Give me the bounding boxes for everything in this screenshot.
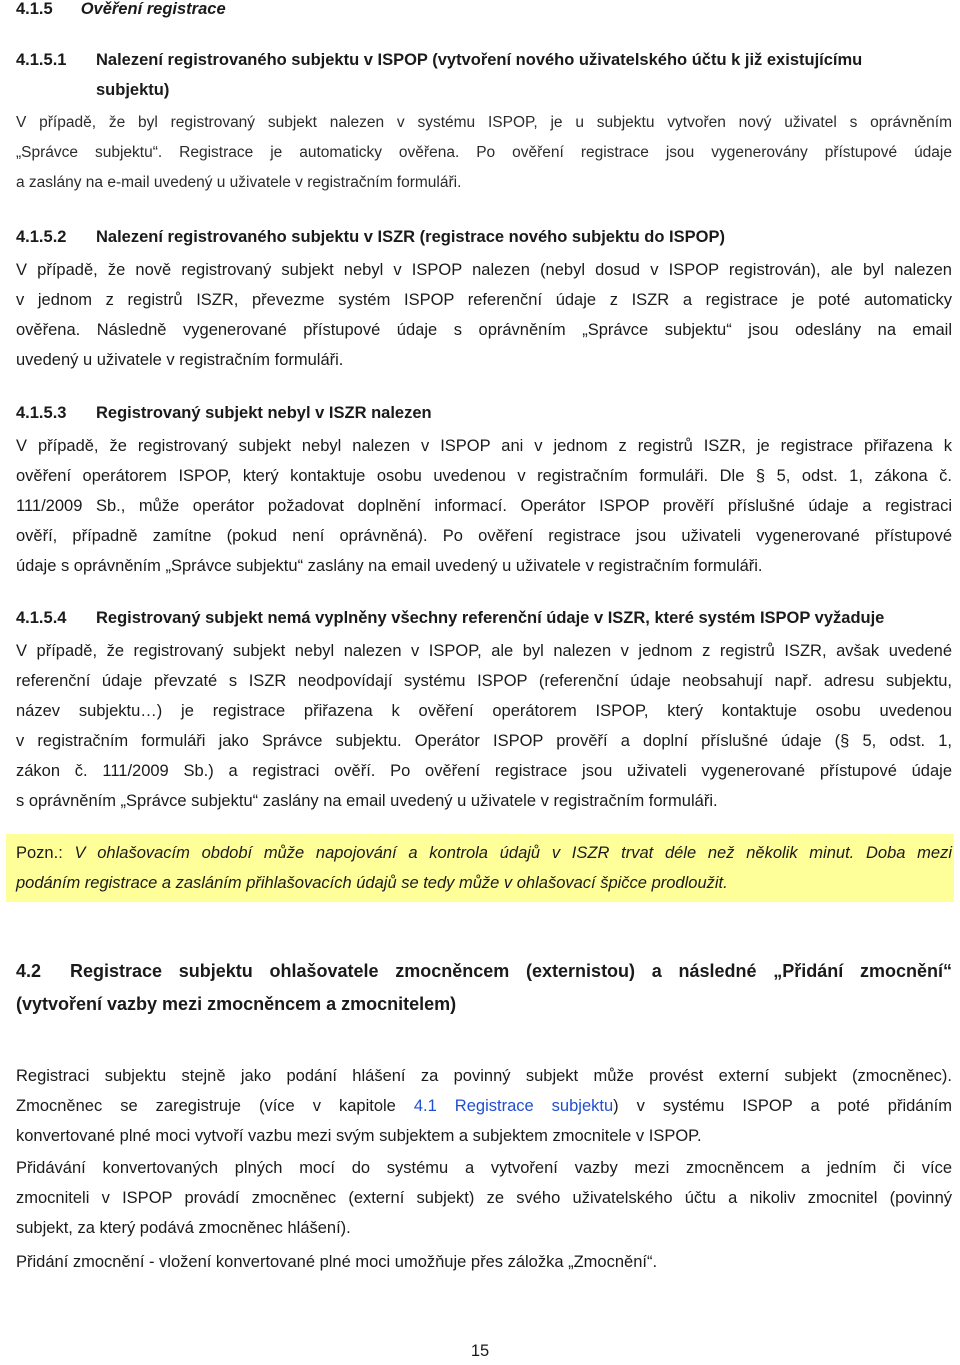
paragraph-line: údaje s oprávněním „Správce subjektu“ zaslány na email uvedený u uživatele v registračním formuláři. <box>16 557 763 575</box>
paragraph-line: subjekt, za který podává zmocněnec hlášení). <box>16 1219 351 1237</box>
paragraph-2 <box>16 1153 952 1243</box>
subsection-number: 4.1.5.4 <box>16 609 67 627</box>
paragraph-line: V případě, že registrovaný subjekt nebyl nalezen v ISPOP ani v jednom z registrů ISZR, je registrace přiřazena k <box>16 437 952 455</box>
subsection-heading <box>16 398 952 428</box>
section-heading-4-2 <box>16 955 952 1021</box>
paragraph-line: ověří, případně zamítne (pokud není oprávněná). Po ověření registrace jsou uživateli vygenerované přístupové <box>16 527 952 545</box>
subsection-4-1-5-4 <box>16 603 952 816</box>
subsection-4-1-5-1 <box>16 45 952 198</box>
paragraph-line: s oprávněním „Správce subjektu“ zaslány na email uvedený u uživatele v registračním formuláři. <box>16 792 718 810</box>
note-text: V ohlašovacím období může napojování a kontrola údajů v ISZR trvat déle než několik minut. Doba mezi <box>74 844 952 862</box>
section-title-line2: (vytvoření vazby mezi zmocněncem a zmocnitelem) <box>16 994 457 1014</box>
subsection-number: 4.1.5.1 <box>16 51 67 69</box>
subsection-heading <box>16 222 952 252</box>
paragraph-line: a zaslány na e-mail uvedený u uživatele v registračním formuláři. <box>16 174 462 191</box>
paragraph-line: V případě, že registrovaný subjekt nebyl nalezen v ISPOP, ale byl nalezen v jednom z registrů ISZR, avšak uvedené <box>16 642 952 660</box>
paragraph-line: Přidání zmocnění - vložení konvertované plné moci umožňuje přes záložka „Zmocnění“. <box>16 1253 658 1271</box>
paragraph-line: název subjektu…) je registrace přiřazena k ověření operátorem ISPOP, který kontaktuje osobu uvedenou <box>16 702 952 720</box>
section-heading-line1 <box>16 955 952 988</box>
paragraph-line: V případě, že byl registrovaný subjekt nalezen v systému ISPOP, je u subjektu vytvořen nový uživatel s oprávněním <box>16 114 952 131</box>
paragraph-line: Registraci subjektu stejně jako podání hlášení za povinný subjekt může provést externí subjekt (zmocněnec). <box>16 1067 952 1085</box>
subsection-number: 4.1.5.3 <box>16 404 67 422</box>
subsection-4-1-5-3 <box>16 398 952 581</box>
paragraph-line: zmocniteli v ISPOP provádí zmocněnec (externí subjekt) ze svého uživatelského účtu a nikoliv zmocnitel (povinný <box>16 1189 952 1207</box>
text-before-link: Zmocněnec se zaregistruje (více v kapitole <box>16 1097 414 1115</box>
paragraph-line: V případě, že nově registrovaný subjekt nebyl v ISPOP nalezen (nebyl dosud v ISPOP registrován), ale byl nalezen <box>16 261 952 279</box>
paragraph-line: zákon č. 111/2009 Sb.) a registraci ověří. Po ověření registrace jsou uživateli vygenerované přístupové údaje <box>16 762 952 780</box>
paragraph-line: v jednom z registrů ISZR, převezme systém ISPOP referenční údaje z ISZR a registrace je poté automaticky <box>16 291 952 309</box>
section-title-line1: Registrace subjektu ohlašovatele zmocněncem (externistou) a následné „Přidání zmocnění“ <box>70 961 952 981</box>
paragraph-line: 111/2009 Sb., může operátor požadovat doplnění informací. Operátor ISPOP prověří příslušné údaje a registraci <box>16 497 952 515</box>
subsection-4-1-5-2 <box>16 222 952 375</box>
paragraph-line: ověřena. Následně vygenerované přístupové údaje s oprávněním „Správce subjektu“ jsou odeslány na email <box>16 321 952 339</box>
subsection-heading <box>16 45 952 75</box>
chapter-link[interactable]: 4.1 Registrace subjektu <box>413 1097 614 1115</box>
paragraph-line: uvedený u uživatele v registračním formuláři. <box>16 351 344 369</box>
paragraph-line <box>16 1091 952 1121</box>
page-number: 15 <box>470 1342 490 1360</box>
section-heading-4-1-5 <box>16 0 226 21</box>
paragraph-line: Přidávání konvertovaných plných mocí do systému a vytvoření vazby mezi zmocněncem a jedním či více <box>16 1159 952 1177</box>
paragraph-line: ověření operátorem ISPOP, který kontaktuje osobu uvedenou v registračním formuláři. Dle § 5, odst. 1, zákona č. <box>16 467 952 485</box>
note-line1 <box>6 838 952 868</box>
section-title: Ověření registrace <box>80 0 226 18</box>
subsection-title: Registrovaný subjekt nemá vyplněny všechny referenční údaje v ISZR, které systém ISPOP vyžaduje <box>96 609 885 627</box>
paragraph-line: referenční údaje převzaté s ISZR neodpovídají systému ISPOP (referenční údaje neobsahují např. adresu subjektu, <box>16 672 952 690</box>
note-line2: podáním registrace a zasláním přihlašovacích údajů se tedy může v ohlašovací špičce prodloužit. <box>16 874 728 892</box>
paragraph-line: „Správce subjektu“. Registrace je automaticky ověřena. Po ověření registrace jsou vygenerovány přístupové údaje <box>16 144 952 161</box>
subsection-heading <box>16 603 952 633</box>
paragraph-line: v registračním formuláři jako Správce subjektu. Operátor ISPOP prověří a doplní příslušné údaje (§ 5, odst. 1, <box>16 732 952 750</box>
paragraph-3 <box>16 1247 952 1277</box>
subsection-title: Nalezení registrovaného subjektu v ISZR (registrace nového subjektu do ISPOP) <box>96 228 725 246</box>
text-after-link: ) v systému ISPOP a poté přidáním <box>613 1097 952 1115</box>
paragraph-1 <box>16 1061 952 1151</box>
subsection-title: Registrovaný subjekt nebyl v ISZR nalezen <box>96 404 432 422</box>
paragraph-line: konvertované plné moci vytvoří vazbu mezi svým subjektem a subjektem zmocnitele v ISPOP. <box>16 1127 702 1145</box>
section-number: 4.1.5 <box>16 0 53 18</box>
note-box <box>6 834 954 902</box>
section-number: 4.2 <box>16 961 42 981</box>
note-label: Pozn.: <box>16 844 63 862</box>
subsection-title-line2: subjektu) <box>96 81 170 99</box>
subsection-title-line1: Nalezení registrovaného subjektu v ISPOP (vytvoření nového uživatelského účtu k již existujícímu <box>96 51 863 69</box>
subsection-number: 4.1.5.2 <box>16 228 67 246</box>
